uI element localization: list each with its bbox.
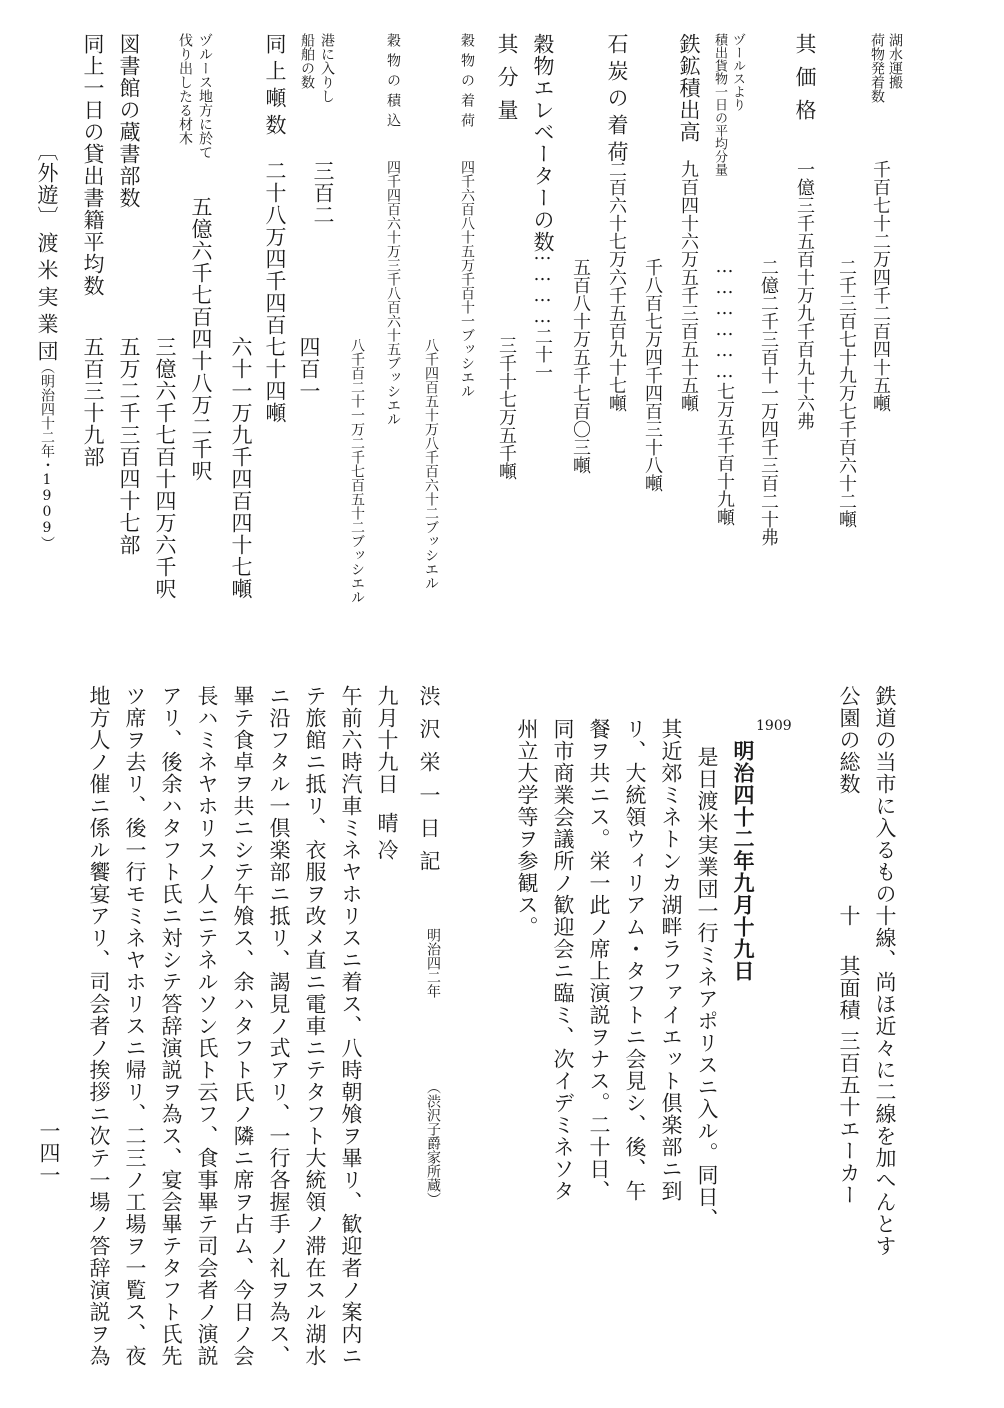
table-value-elevators: …………二十一 bbox=[532, 243, 553, 381]
table-value-grain-loading: 四千四百六十万三千八百六十五ブッシエル bbox=[385, 160, 401, 426]
park-area-value: 三百五十エーカー bbox=[837, 1030, 861, 1206]
table-label-library: 図書館の蔵書部数 bbox=[117, 33, 141, 209]
page-number: 一四一 bbox=[37, 1120, 61, 1186]
table-label-grain-arrival: 穀物の着荷 bbox=[459, 33, 475, 133]
table-value-coal: 二百六十七万六千五百九十七噸 bbox=[606, 160, 627, 412]
table-value2-iron-ore: 千八百七万四千四百三十八噸 bbox=[642, 258, 663, 492]
running-header-title: 渡米実業団 bbox=[35, 232, 59, 367]
table-label-library-daily: 同上一日の貸出書籍平均数 bbox=[81, 33, 105, 297]
entry-line-2: 其近郊ミネトンカ湖畔ラファイエット倶楽部ニ到 bbox=[659, 718, 683, 1202]
park-area-label: 其面積 bbox=[837, 955, 861, 1021]
year-marker: 1909 bbox=[756, 718, 792, 734]
diary-line-2: テ旅館ニ抵リ、衣服ヲ改メ直ニ電車ニテタフト大統領ノ滞在スル湖水 bbox=[303, 685, 327, 1367]
table-value-ships: 三百二 bbox=[311, 160, 335, 226]
running-header-era: （明治四十二年・1909） bbox=[39, 360, 55, 550]
table-value2-tonnage: 六十一万九千四百四十七噸 bbox=[229, 336, 253, 600]
running-header-section: 〔外遊〕 bbox=[35, 140, 59, 228]
table-value-tonnage: 二十八万四千四百七十四噸 bbox=[263, 160, 287, 424]
diary-line-5: 長ハミネヤホリスノ人ニテネルソン氏ト云フ、食事畢テ司会者ノ演説 bbox=[195, 685, 219, 1367]
entry-line-1: 是日渡米実業団一行ミネアポリスニ入ル。同日、 bbox=[695, 746, 719, 1230]
diary-era-note: 明治四二年 bbox=[425, 928, 441, 998]
diary-line-7: ツ席ヲ去リ、後一行モミネヤホリスニ帰リ、二三ノ工場ヲ一覧ス、夜 bbox=[123, 685, 147, 1367]
table-value-library-daily: 五百三十九部 bbox=[81, 336, 105, 468]
table-value-price: 一億三千五百十万九千百九十六弗 bbox=[794, 160, 815, 430]
table-label-coal: 石炭の着荷 bbox=[605, 33, 629, 168]
diary-line-3: ニ沿フタル一倶楽部ニ抵リ、謁見ノ式アリ、一行各握手ノ礼ヲ為ス、 bbox=[267, 685, 291, 1367]
table-value2-price: 二億二千三百十一万四千三百二十弗 bbox=[758, 258, 779, 546]
entry-line-5: 同市商業会議所ノ歓迎会ニ臨ミ、次イデミネソタ bbox=[551, 718, 575, 1202]
table-value2-lake-cargo: 二千三百七十九万七千百六十二噸 bbox=[836, 258, 857, 528]
diary-line-6: アリ、後余ハタフト氏ニ対シテ答辞演説ヲ為ス、宴会畢テタフト氏先 bbox=[159, 685, 183, 1367]
entry-line-4: 餐ヲ共ニス。栄一此ノ席上演説ヲナス。二十日、 bbox=[587, 718, 611, 1202]
table-value-grain-arrival: 四千六百八十五万千百十一ブッシエル bbox=[459, 160, 475, 398]
table-value-library: 五万二千三百四十七部 bbox=[117, 336, 141, 556]
park-count-value: 十 bbox=[837, 905, 861, 927]
table-value2-coal: 五百八十万五千七百〇三噸 bbox=[570, 258, 591, 474]
diary-title: 渋沢栄一日記 bbox=[417, 685, 441, 883]
entry-line-3: リ、大統領ウィリアム・タフトニ会見シ、後、午 bbox=[623, 718, 647, 1202]
diary-source: （渋沢子爵家所蔵） bbox=[425, 1080, 441, 1206]
diary-weather: 晴冷 bbox=[375, 812, 399, 866]
table-label-iron-ore: 鉄鉱積出高 bbox=[677, 33, 701, 143]
table-label-ships-line2: 船舶の数 bbox=[299, 33, 315, 89]
table-value-lake-cargo: 千百七十二万四千二百四十五噸 bbox=[870, 160, 891, 412]
table-label-lake-cargo-line2: 荷物発着数 bbox=[869, 33, 885, 103]
table-value-timber: 五億六千七百四十八万二千呎 bbox=[189, 196, 213, 482]
diary-line-1: 午前六時汽車ミネヤホリスニ着ス、八時朝飧ヲ畢リ、歓迎者ノ案内ニ bbox=[339, 685, 363, 1367]
table-value2-grain-loading: 八千百二十一万二千七百五十二ブッシエル bbox=[349, 338, 365, 604]
park-count-label: 公園の総数 bbox=[837, 685, 861, 795]
table-label-ships-line1: 港に入りし bbox=[319, 33, 335, 103]
diary-line-4: 畢テ食卓ヲ共ニシテ午飧ス、余ハタフト氏ノ隣ニ席ヲ占ム、今日ノ会 bbox=[231, 685, 255, 1367]
table-label-elevators: 穀物エレベーターの数 bbox=[531, 33, 555, 253]
table-label-lake-cargo-line1: 湖水運搬 bbox=[887, 33, 903, 89]
table-label-timber-line2: 伐り出したる材木 bbox=[177, 33, 193, 145]
table-value-duluth: ………………七万五千百十九噸 bbox=[714, 256, 735, 526]
table-label-quantity: 其分量 bbox=[495, 33, 519, 132]
table-label-tonnage: 同上噸数 bbox=[263, 33, 287, 141]
diary-line-8: 地方人ノ催ニ係ル饗宴アリ、司会者ノ挨拶ニ次テ一場ノ答辞演説ヲ為 bbox=[87, 685, 111, 1367]
entry-date: 明治四十二年九月十九日 bbox=[731, 740, 756, 982]
entry-line-6: 州立大学等ヲ参観ス。 bbox=[515, 718, 539, 938]
table-value-iron-ore: 九百四十六万五千三百五十五噸 bbox=[678, 160, 699, 412]
table-label-timber-line1: ヅルース地方に於て bbox=[197, 33, 213, 159]
table-label-duluth-line2: 積出貨物一日の平均分量 bbox=[712, 33, 727, 176]
table-value2-timber: 三億六千七百十四万六千呎 bbox=[153, 336, 177, 600]
table-value2-grain-arrival: 八千四百五十万八千百六十二ブッシエル bbox=[423, 338, 439, 590]
table-value-quantity: 三千十七万五千噸 bbox=[496, 336, 517, 480]
table-label-price: 其価格 bbox=[793, 33, 817, 132]
diary-date: 九月十九日 bbox=[375, 685, 399, 795]
table-value2-ships: 四百一 bbox=[297, 336, 321, 402]
table-label-duluth-line1: ヅールスより bbox=[730, 33, 745, 111]
table-label-grain-loading: 穀物の積込 bbox=[385, 33, 401, 133]
railway-line: 鉄道の当市に入るもの十線、尚ほ近々に二線を加へんとす bbox=[873, 685, 897, 1257]
